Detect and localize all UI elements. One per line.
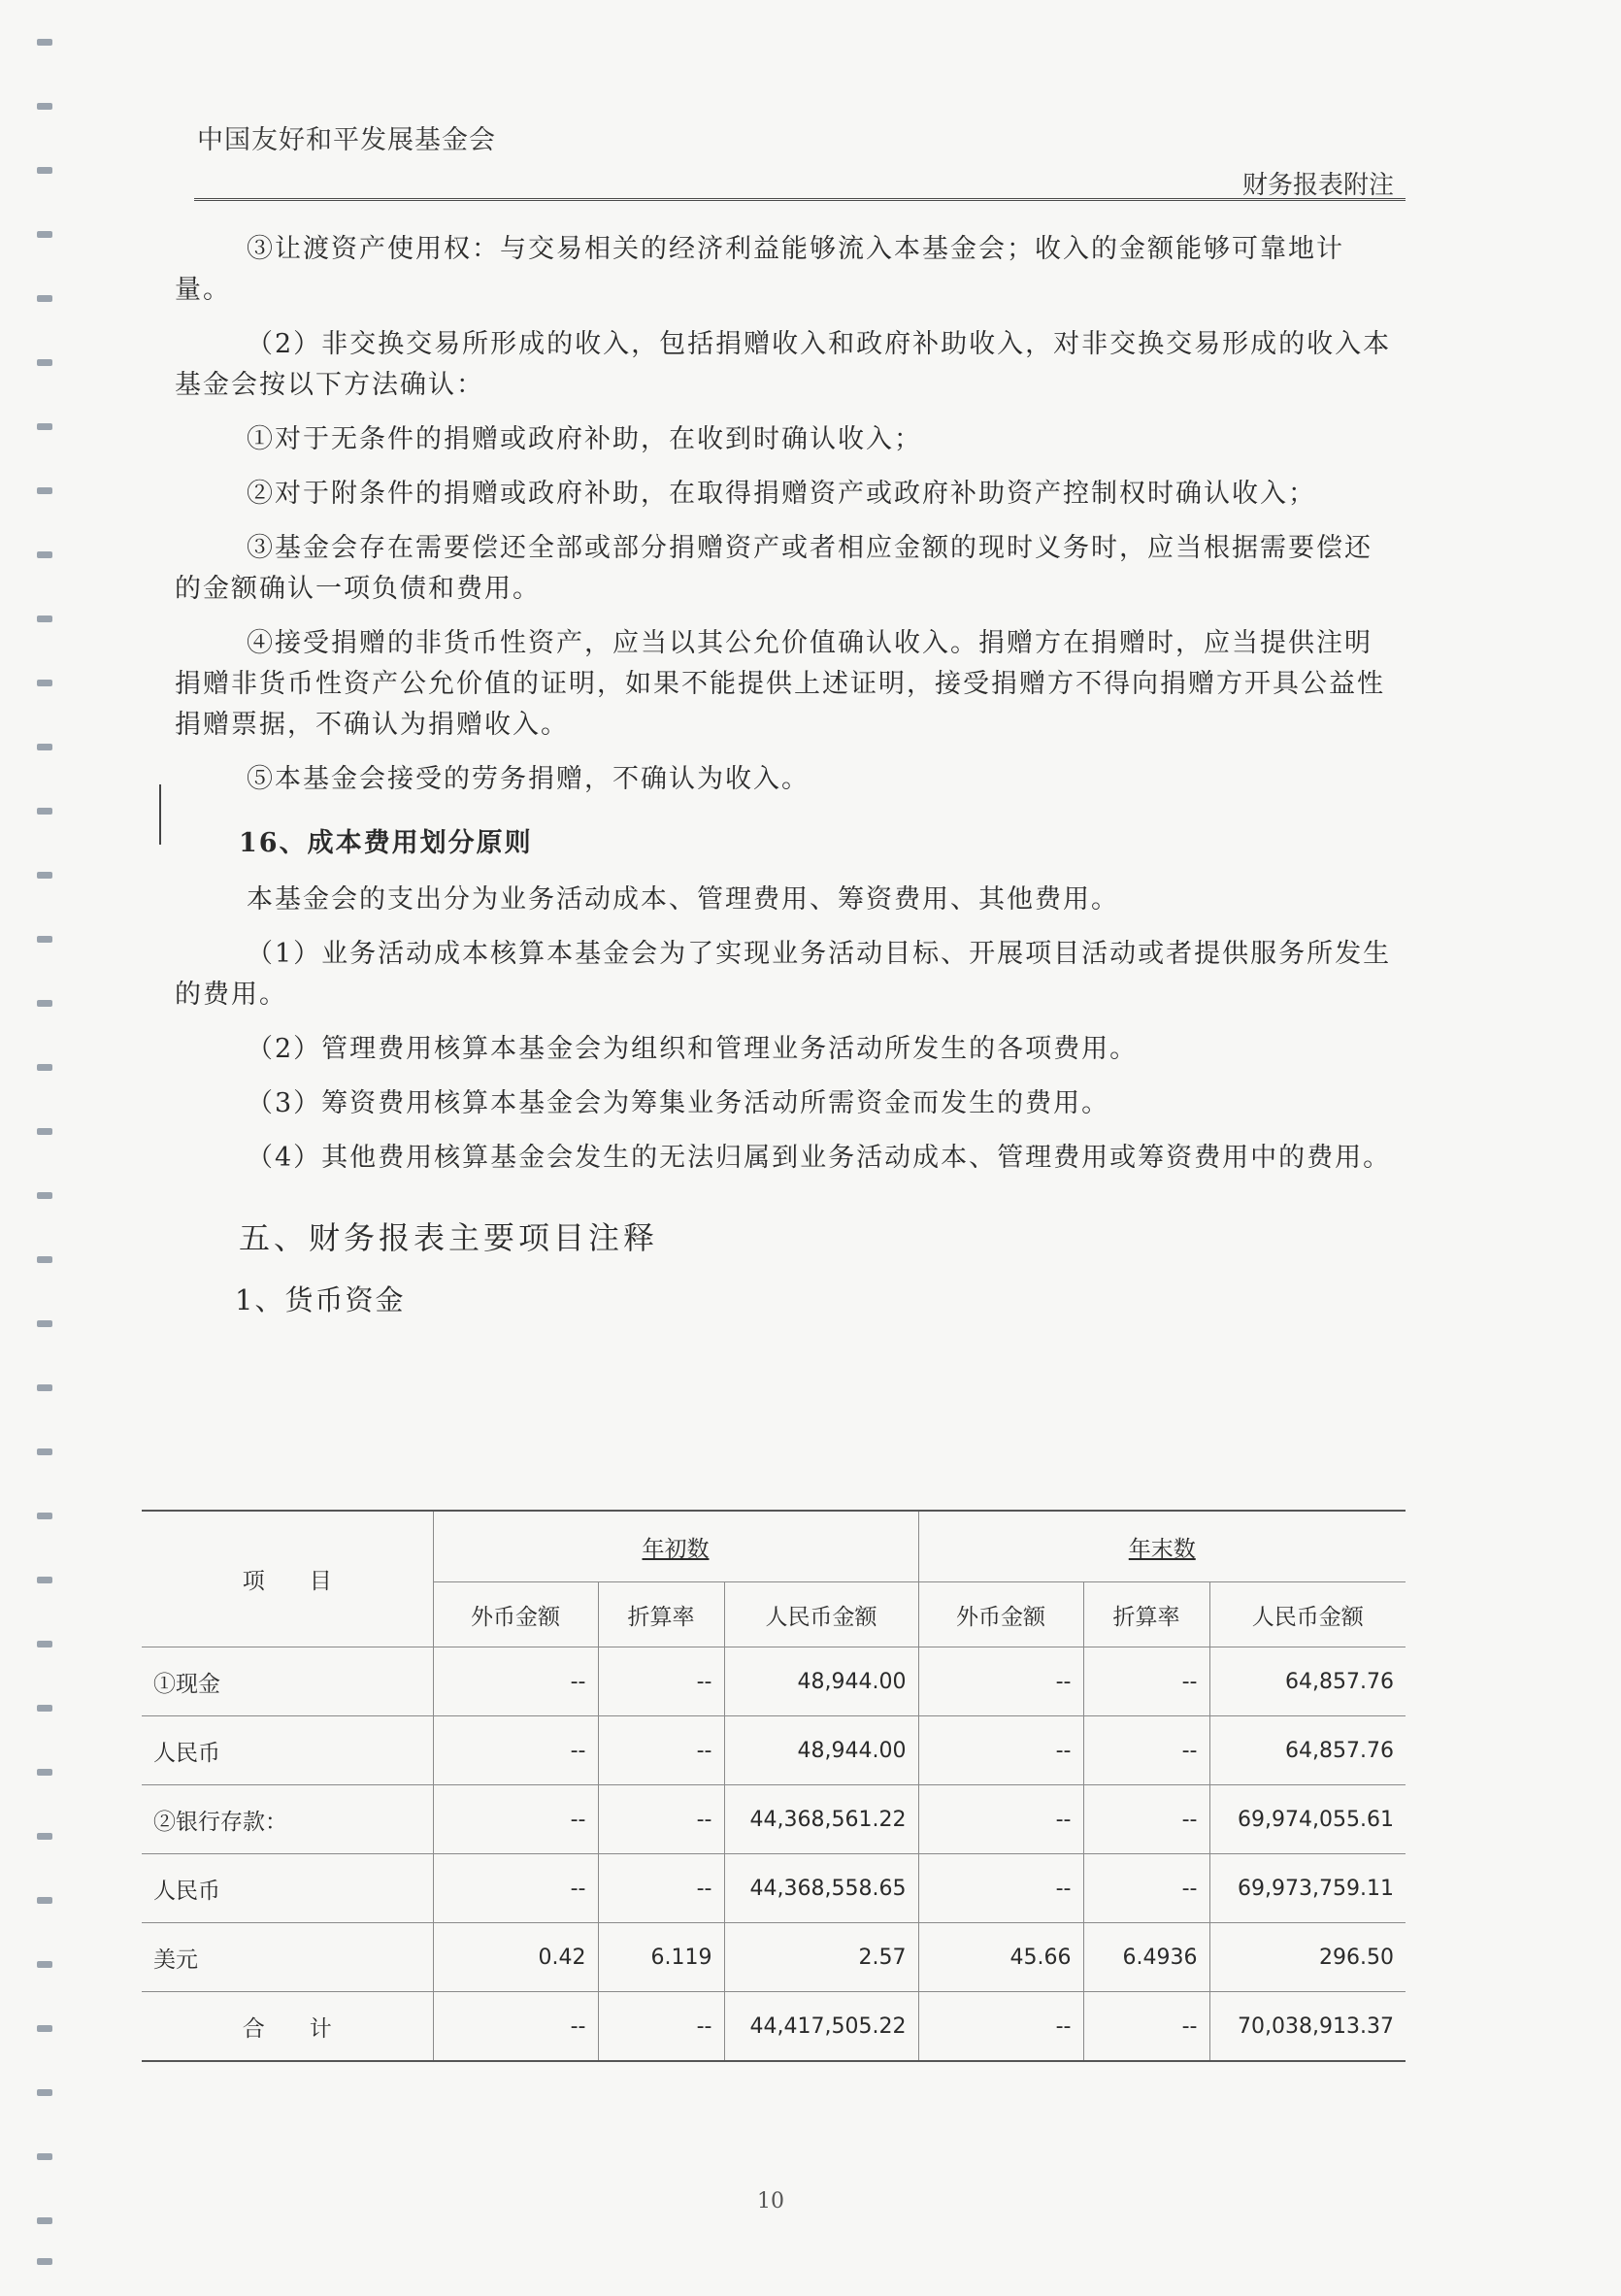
paragraph: （3）筹资费用核算本基金会为筹集业务活动所需资金而发生的费用。	[247, 1088, 1110, 1118]
page-number: 10	[757, 2189, 784, 2213]
cell: --	[1083, 1992, 1209, 2062]
cell: --	[918, 1785, 1083, 1854]
cell: 44,368,561.22	[724, 1785, 918, 1854]
cell: --	[598, 1992, 724, 2062]
col-header: 人民币金额	[1209, 1582, 1406, 1647]
cell: 64,857.76	[1209, 1716, 1406, 1785]
cell: --	[433, 1785, 598, 1854]
cell: --	[918, 1992, 1083, 2062]
paragraph: ③让渡资产使用权：与交易相关的经济利益能够流入本基金会；收入的金额能够可靠地计量。	[175, 234, 1344, 305]
paragraph: ⑤本基金会接受的劳务捐赠，不确认为收入。	[247, 764, 810, 794]
cell: --	[918, 1854, 1083, 1923]
cell: 48,944.00	[724, 1716, 918, 1785]
group-header-end: 年末数	[918, 1511, 1406, 1582]
paragraph: ④接受捐赠的非货币性资产，应当以其公允价值确认收入。捐赠方在捐赠时，应当提供注明捐赠非货币性资产公允价值的证明，如果不能提供上述证明，接受捐赠方不得向捐赠方开具公益性捐赠票据，不确认为捐赠收入。	[175, 628, 1385, 740]
col-header: 折算率	[598, 1582, 724, 1647]
paragraph: （4）其他费用核算基金会发生的无法归属到业务活动成本、管理费用或筹资费用中的费用。	[247, 1143, 1392, 1173]
cell: --	[1083, 1716, 1209, 1785]
cell: --	[433, 1992, 598, 2062]
cell: --	[1083, 1854, 1209, 1923]
header-org-name: 中国友好和平发展基金会	[197, 125, 496, 155]
section-16-heading: 16、成本费用划分原则	[239, 828, 533, 858]
cell: --	[598, 1785, 724, 1854]
header-rule	[194, 198, 1406, 204]
table-row-total	[142, 1992, 1406, 2062]
table-row	[142, 1647, 1406, 1716]
cell: --	[598, 1716, 724, 1785]
cash-subheading: 1、货币资金	[235, 1283, 406, 1316]
cell: --	[1083, 1785, 1209, 1854]
cell: 45.66	[918, 1923, 1083, 1992]
col-header: 外币金额	[433, 1582, 598, 1647]
cell: --	[918, 1647, 1083, 1716]
paragraph: ①对于无条件的捐赠或政府补助，在收到时确认收入；	[247, 424, 922, 454]
row-label: 合 计	[142, 1992, 433, 2062]
row-label: 人民币	[142, 1854, 433, 1923]
paragraph: ②对于附条件的捐赠或政府补助，在取得捐赠资产或政府补助资产控制权时确认收入；	[247, 479, 1316, 509]
table-row	[142, 1785, 1406, 1854]
body-text	[175, 229, 1400, 1344]
binding-holes	[37, 39, 56, 2262]
cell: 64,857.76	[1209, 1647, 1406, 1716]
paragraph: 本基金会的支出分为业务活动成本、管理费用、筹资费用、其他费用。	[247, 884, 1119, 915]
cell: --	[1083, 1647, 1209, 1716]
col-header: 外币金额	[918, 1582, 1083, 1647]
items-header: 项 目	[142, 1511, 433, 1647]
margin-mark	[159, 784, 161, 845]
row-label: 美元	[142, 1923, 433, 1992]
cell: --	[433, 1647, 598, 1716]
cell: 69,974,055.61	[1209, 1785, 1406, 1854]
cell: 6.4936	[1083, 1923, 1209, 1992]
cell: 296.50	[1209, 1923, 1406, 1992]
table-row	[142, 1923, 1406, 1992]
cell: 69,973,759.11	[1209, 1854, 1406, 1923]
group-header-begin: 年初数	[433, 1511, 918, 1582]
cash-table	[142, 1510, 1406, 2062]
cell: 70,038,913.37	[1209, 1992, 1406, 2062]
paragraph: （2）非交换交易所形成的收入，包括捐赠收入和政府补助收入，对非交换交易形成的收入本基金会按以下方法确认：	[175, 329, 1392, 400]
col-header: 人民币金额	[724, 1582, 918, 1647]
cell: --	[598, 1647, 724, 1716]
table-row	[142, 1716, 1406, 1785]
section-5-heading: 五、财务报表主要项目注释	[239, 1219, 659, 1256]
paragraph: （2）管理费用核算本基金会为组织和管理业务活动所发生的各项费用。	[247, 1034, 1139, 1064]
paragraph: （1）业务活动成本核算本基金会为了实现业务活动目标、开展项目活动或者提供服务所发生的费用。	[175, 939, 1392, 1010]
cell: --	[598, 1854, 724, 1923]
cell: 6.119	[598, 1923, 724, 1992]
col-header: 折算率	[1083, 1582, 1209, 1647]
table-row	[142, 1854, 1406, 1923]
row-label: ①现金	[142, 1647, 433, 1716]
cell: 48,944.00	[724, 1647, 918, 1716]
cell: --	[918, 1716, 1083, 1785]
cell: 44,417,505.22	[724, 1992, 918, 2062]
row-label: ②银行存款：	[142, 1785, 433, 1854]
cell: 44,368,558.65	[724, 1854, 918, 1923]
row-label: 人民币	[142, 1716, 433, 1785]
header-section-title: 财务报表附注	[1242, 171, 1395, 200]
cell: --	[433, 1716, 598, 1785]
cell: 2.57	[724, 1923, 918, 1992]
cell: --	[433, 1854, 598, 1923]
cell: 0.42	[433, 1923, 598, 1992]
paragraph: ③基金会存在需要偿还全部或部分捐赠资产或者相应金额的现时义务时，应当根据需要偿还的金额确认一项负债和费用。	[175, 533, 1373, 604]
